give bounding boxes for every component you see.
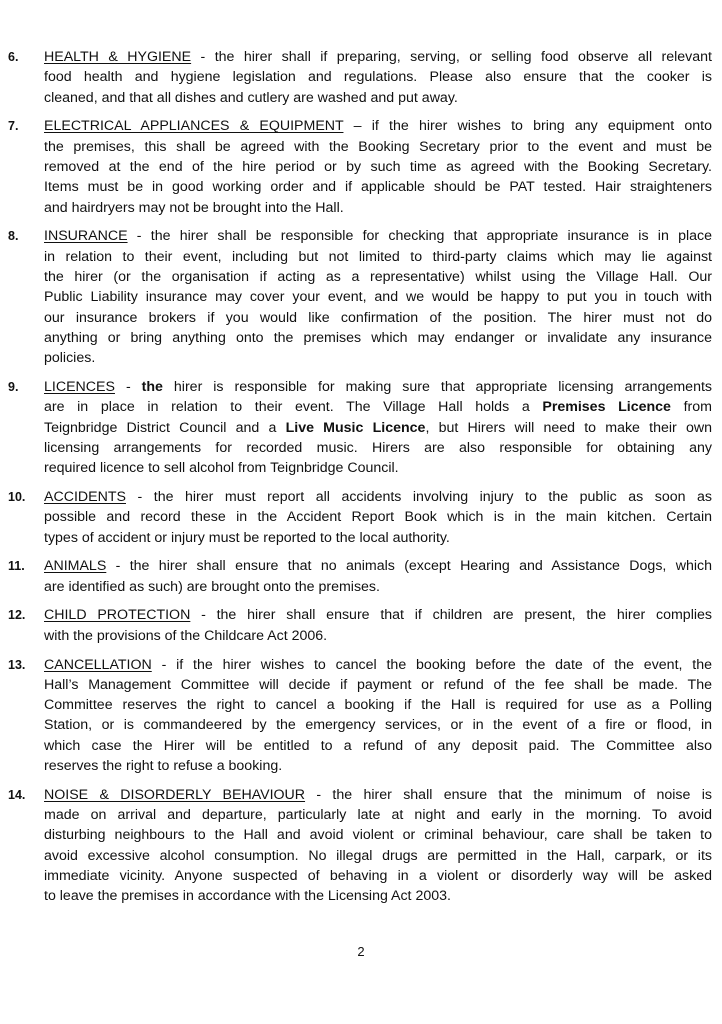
text-segment: reserves the right to refuse a booking. [44, 758, 283, 774]
text-line [44, 438, 712, 458]
text-line [44, 308, 712, 328]
text-line [44, 487, 712, 507]
text-segment: the hirer (or the organisation if acting as a representative) whilst using the Village Hall. Our [44, 268, 712, 285]
clause-number: 8. [8, 229, 19, 244]
text-segment: which case the Hirer will be entitled to a refund of any deposit paid. The Committee also [44, 737, 712, 754]
text-segment: are identified as such) are brought onto the premises. [44, 578, 380, 595]
text-segment: Items must be in good working order and if applicable should be PAT tested. Hair straighteners [44, 179, 712, 196]
text-line [44, 695, 712, 715]
text-line [44, 377, 712, 397]
text-line [44, 577, 712, 597]
text-segment: hirer is responsible for making sure that appropriate licensing arrangements [162, 378, 712, 395]
text-segment: made on arrival and departure, particularly late at night and early in the morning. To avoid [44, 807, 712, 824]
text-line [44, 116, 712, 136]
text-segment: - if the hirer wishes to cancel the booking before the date of the event, the [151, 656, 712, 673]
text-segment: – if the hirer wishes to bring any equipment onto [343, 118, 712, 135]
text-line [44, 736, 712, 756]
clause-text [44, 226, 712, 368]
bold-text: Premises Licence [542, 399, 671, 416]
text-line [44, 626, 712, 646]
clause-item [0, 116, 722, 217]
text-segment: , but Hirers will need to make their own [425, 419, 712, 436]
text-line [44, 655, 712, 675]
clause-heading: HEALTH & HYGIENE [44, 49, 192, 65]
text-segment: Teignbridge District Council and a [44, 419, 286, 436]
text-segment: cleaned, and that all dishes and cutlery are washed and put away. [44, 89, 458, 106]
text-segment: Station, or is commandeered by the emergency services, or in the event of a fire or flood, in [44, 717, 712, 734]
text-segment: Committee reserves the right to cancel a booking if the Hall is required for use as a Polling [44, 697, 712, 714]
clause-text [44, 785, 712, 907]
text-line [44, 137, 712, 157]
text-segment: - the hirer shall ensure that if children are present, the hirer complies [190, 607, 712, 624]
text-line [44, 458, 712, 478]
clause-heading: CHILD PROTECTION [44, 607, 191, 624]
clause-heading: ANIMALS [44, 558, 107, 575]
text-segment: required licence to sell alcohol from Teignbridge Council. [44, 460, 399, 477]
clause-item [0, 605, 722, 646]
clause-number: 7. [8, 119, 19, 134]
text-line [44, 507, 712, 527]
text-line [44, 88, 712, 108]
text-line [44, 866, 712, 886]
text-line [44, 157, 712, 177]
text-segment: the premises, this shall be agreed with the Booking Secretary prior to the event and must be [44, 138, 712, 155]
text-segment: and hairdryers may not be brought into the Hall. [44, 199, 344, 216]
clause-number: 14. [8, 787, 26, 802]
text-segment: from [670, 399, 712, 416]
clause-text [44, 377, 712, 478]
text-line [44, 605, 712, 625]
text-segment: - the hirer must report all accidents involving injury to the public as soon as [125, 488, 712, 505]
text-line [44, 67, 712, 87]
text-segment: anything or bring anything onto the premises which may endanger or invalidate any insurance [44, 329, 712, 346]
text-line [44, 226, 712, 246]
clause-item [0, 47, 722, 108]
clause-item [0, 487, 722, 548]
document-body [0, 47, 722, 915]
clause-heading: LICENCES [44, 378, 115, 395]
text-line [44, 198, 712, 218]
text-line [44, 247, 712, 267]
text-segment: disturbing neighbours to the Hall and avoid violent or criminal behaviour, care shall be taken to [44, 827, 712, 844]
text-line [44, 805, 712, 825]
clause-text [44, 116, 712, 217]
text-segment: licensing arrangements for recorded music. Hirers are also responsible for obtaining any [44, 439, 712, 456]
clause-number: 12. [8, 608, 26, 623]
text-segment: in relation to their event, including but not limited to third-party claims which may lie against [44, 248, 712, 265]
text-segment: immediate vicinity. Anyone suspected of behaving in a violent or disorderly way will be asked [44, 867, 712, 884]
text-line [44, 715, 712, 735]
text-line [44, 675, 712, 695]
clause-text [44, 605, 712, 646]
text-segment: - [114, 378, 142, 395]
clause-text [44, 655, 712, 777]
text-line [44, 846, 712, 866]
text-line [44, 556, 712, 576]
text-segment: our insurance brokers if you would like confirmation of the position. The hirer must not do [44, 309, 712, 326]
text-segment: - the hirer shall if preparing, serving, or selling food observe all relevant [191, 49, 712, 65]
page-number: 2 [357, 944, 365, 959]
clause-item [0, 377, 722, 478]
clause-heading: ELECTRICAL APPLIANCES & EQUIPMENT [44, 118, 344, 135]
clause-item [0, 226, 722, 368]
text-line [44, 397, 712, 417]
text-segment: Public Liability insurance may cover your event, and we would be happy to put you in touch with [44, 289, 712, 306]
clause-text [44, 556, 712, 597]
clause-heading: NOISE & DISORDERLY BEHAVIOUR [44, 786, 306, 803]
clause-text [44, 487, 712, 548]
text-segment: types of accident or injury must be reported to the local authority. [44, 529, 450, 546]
text-line [44, 785, 712, 805]
text-segment: possible and record these in the Accident Report Book which is in the main kitchen. Certain [44, 509, 712, 526]
text-segment: avoid excessive alcohol consumption. No illegal drugs are permitted in the Hall, carpark, or its [44, 847, 712, 864]
text-line [44, 267, 712, 287]
text-segment: - the hirer shall be responsible for checking that appropriate insurance is in place [127, 228, 712, 245]
text-segment: with the provisions of the Childcare Act 2006. [44, 627, 328, 644]
bold-text: Live Music Licence [285, 419, 426, 436]
text-segment: Hall’s Management Committee will decide if payment or refund of the fee shall be made. The [44, 676, 712, 693]
text-segment: to leave the premises in accordance with the Licensing Act 2003. [44, 888, 451, 905]
text-segment: food health and hygiene legislation and regulations. Please also ensure that the cooker is [44, 69, 712, 86]
text-segment: policies. [44, 350, 96, 367]
text-line [44, 825, 712, 845]
text-segment: removed at the end of the hire period or by such time as agreed with the Booking Secretary. [44, 158, 712, 175]
clause-heading: CANCELLATION [44, 656, 152, 673]
bold-text: the [141, 378, 163, 395]
clause-number: 9. [8, 379, 19, 394]
clause-item [0, 556, 722, 597]
text-line [44, 886, 712, 906]
text-line [44, 418, 712, 438]
text-segment: - the hirer shall ensure that the minimum of noise is [305, 786, 712, 803]
text-line [44, 348, 712, 368]
clause-heading: ACCIDENTS [44, 488, 126, 505]
clause-heading: INSURANCE [44, 228, 128, 245]
text-line [44, 47, 712, 67]
clause-number: 6. [8, 50, 19, 64]
text-line [44, 177, 712, 197]
text-line [44, 328, 712, 348]
clause-item [0, 785, 722, 907]
clause-number: 13. [8, 657, 26, 672]
clause-number: 11. [8, 559, 25, 574]
text-segment: - the hirer shall ensure that no animals (except Hearing and Assistance Dogs, which [106, 558, 712, 575]
clause-number: 10. [8, 489, 26, 504]
text-line [44, 528, 712, 548]
clause-item [0, 655, 722, 777]
text-segment: are in place in relation to their event. The Village Hall holds a [44, 399, 543, 416]
text-line [44, 756, 712, 776]
clause-text [44, 47, 712, 108]
text-line [44, 287, 712, 307]
